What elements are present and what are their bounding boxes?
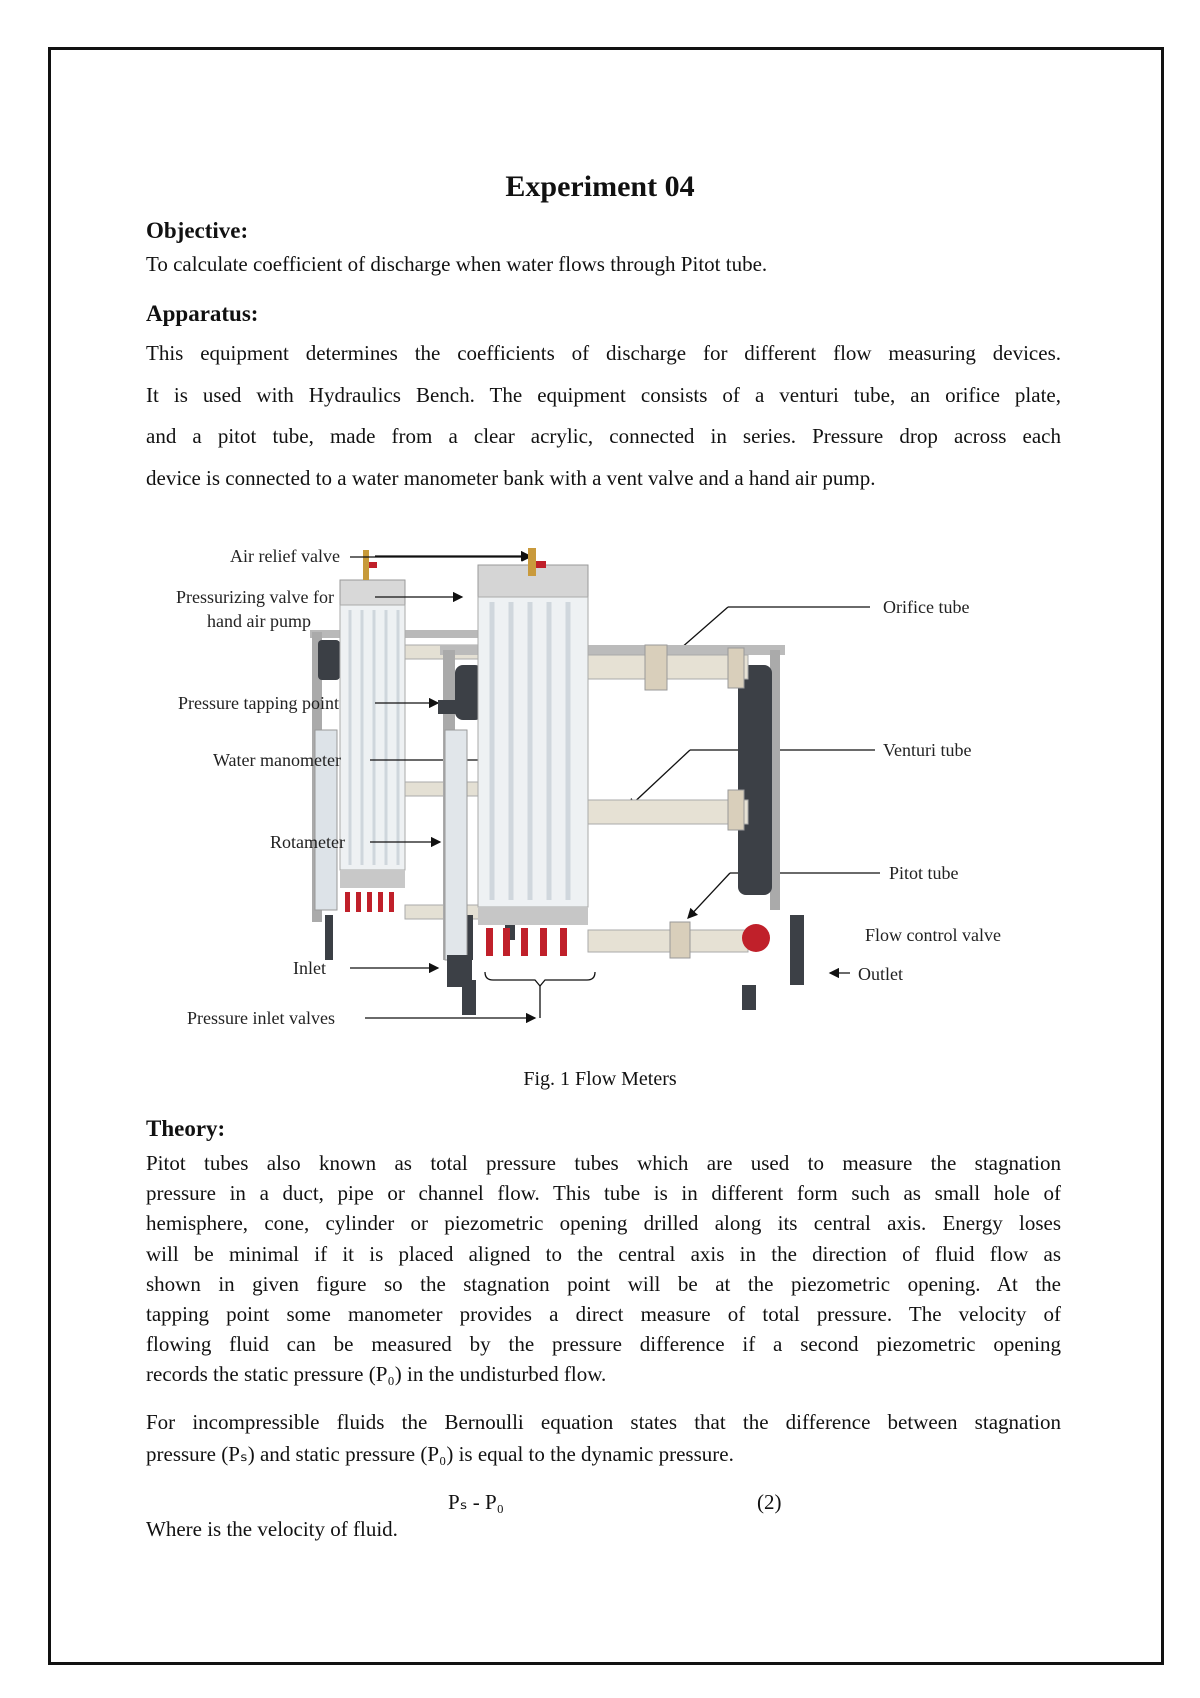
- objective-line: To calculate coefficient of discharge when water flows through Pitot tube.: [146, 252, 768, 276]
- label-hand-air-pump: hand air pump: [207, 611, 311, 631]
- theory-line: hemisphere, cone, cylinder or piezometric opening drilled along its central axis. Energy loses: [146, 1211, 1061, 1236]
- equation-number: (2): [757, 1490, 782, 1514]
- where-text: Where is the velocity of fluid.: [146, 1517, 398, 1541]
- theory-line: pressure in a duct, pipe or channel flow. This tube is in different form such as small hole of: [146, 1181, 1061, 1206]
- apparatus-line: This equipment determines the coefficients of discharge for different flow measuring devices.: [146, 341, 1061, 365]
- theory-line: records the static pressure (P₀) in the undisturbed flow.: [146, 1362, 607, 1387]
- label-pressure-tapping-point: Pressure tapping point: [178, 693, 339, 713]
- apparatus-line: and a pitot tube, made from a clear acrylic, connected in series. Pressure drop across each: [146, 424, 1061, 448]
- label-orifice-tube: Orifice tube: [883, 597, 970, 617]
- apparatus-line: It is used with Hydraulics Bench. The equipment consists of a venturi tube, an orifice plate,: [146, 382, 1061, 407]
- theory-paragraph-2: [146, 1406, 1061, 1470]
- label-flow-control-valve: Flow control valve: [865, 925, 1001, 945]
- figure-caption: Fig. 1 Flow Meters: [523, 1068, 677, 1090]
- theory-paragraph-1: [146, 1148, 1061, 1390]
- theory-line: For incompressible fluids the Bernoulli equation states that the difference between stagnation: [146, 1410, 1061, 1434]
- equation: Pₛ - P₀: [448, 1490, 505, 1514]
- label-air-relief-valve: Air relief valve: [230, 546, 340, 566]
- apparatus-line: device is connected to a water manometer bank with a vent valve and a hand air pump.: [146, 465, 876, 490]
- label-outlet: Outlet: [858, 964, 903, 984]
- theory-line: Pitot tubes also known as total pressure tubes which are used to measure the stagnation: [146, 1151, 1061, 1175]
- theory-heading: Theory:: [146, 1116, 226, 1141]
- label-water-manometer: Water manometer: [213, 750, 341, 770]
- theory-line: pressure (Pₛ) and static pressure (P₀) is equal to the dynamic pressure.: [146, 1442, 734, 1466]
- objective-heading: Objective:: [146, 218, 249, 243]
- theory-line: shown in given figure so the stagnation point will be at the piezometric opening. At the: [146, 1271, 1061, 1296]
- label-inlet: Inlet: [293, 958, 326, 978]
- theory-line: tapping point some manometer provides a direct measure of total pressure. The velocity of: [146, 1302, 1061, 1327]
- apparatus-photo: [438, 548, 804, 1018]
- label-venturi-tube: Venturi tube: [883, 740, 972, 760]
- label-pitot-tube: Pitot tube: [889, 863, 959, 883]
- page-title: Experiment 04: [505, 170, 695, 203]
- theory-line: will be minimal if it is placed aligned to the central axis in the direction of fluid flow as: [146, 1241, 1061, 1266]
- label-pressure-inlet-valves: Pressure inlet valves: [187, 1008, 335, 1028]
- theory-line: flowing fluid can be measured by the pressure difference if a second piezometric opening: [146, 1332, 1061, 1357]
- label-rotameter: Rotameter: [270, 832, 345, 852]
- label-pressurizing-valve: Pressurizing valve for: [176, 587, 334, 607]
- apparatus-heading: Apparatus:: [146, 301, 259, 326]
